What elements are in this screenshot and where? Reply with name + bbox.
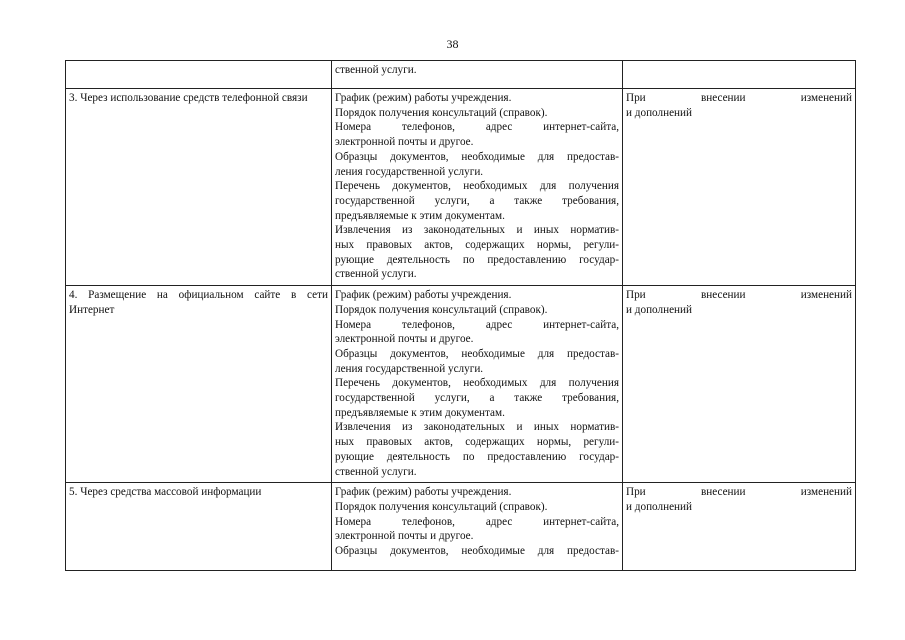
info-line: электронной почты и другое.	[335, 530, 474, 543]
table-row	[66, 89, 856, 286]
table-row-continued	[66, 61, 856, 89]
update-line: При внесении изменений	[626, 486, 852, 499]
update-line: и дополнений	[626, 106, 692, 119]
info-line: электронной почты и другое.	[335, 333, 474, 346]
info-cell	[332, 89, 623, 286]
info-line: рующие деятельность по предоставлению государ-	[335, 253, 619, 266]
info-line: Номера телефонов, адрес интернет-сайта,	[335, 318, 619, 331]
info-line: Образцы документов, необходимые для предостав-	[335, 347, 619, 360]
table-row	[66, 483, 856, 571]
method-cell	[66, 89, 332, 286]
method-cell	[66, 483, 332, 571]
info-line: График (режим) работы учреждения.	[335, 92, 512, 104]
update-line: и дополнений	[626, 303, 692, 316]
update-line: При внесении изменений	[626, 289, 852, 302]
method-text: 4. Размещение на официальном сайте в сети Интернет	[69, 289, 328, 316]
page-number: 38	[446, 37, 459, 51]
info-line: Перечень документов, необходимых для получения	[335, 377, 619, 390]
info-line: электронной почты и другое.	[335, 136, 474, 149]
info-line: предъявляемые к этим документам.	[335, 209, 505, 222]
info-line: предъявляемые к этим документам.	[335, 406, 505, 419]
info-line: государственной услуги, а также требования,	[335, 194, 619, 207]
update-cell	[623, 89, 856, 286]
info-line: Извлечения из законодательных и иных норматив-	[335, 224, 619, 237]
info-line: ственной услуги.	[335, 268, 417, 281]
info-line: рующие деятельность по предоставлению государ-	[335, 450, 619, 463]
method-text: 5. Через средства массовой информации	[69, 486, 262, 499]
info-line: Образцы документов, необходимые для предостав-	[335, 545, 619, 558]
update-line: При внесении изменений	[626, 92, 852, 104]
method-cell	[66, 61, 332, 89]
update-cell	[623, 286, 856, 483]
info-line: ственной услуги.	[335, 64, 417, 76]
info-line: Порядок получения консультаций (справок).	[335, 303, 548, 316]
method-cell	[66, 286, 332, 483]
info-line: График (режим) работы учреждения.	[335, 486, 512, 499]
info-line: ления государственной услуги.	[335, 165, 484, 178]
info-line: ных правовых актов, содержащих нормы, регули-	[335, 239, 619, 252]
info-line: ления государственной услуги.	[335, 362, 484, 375]
info-line: ных правовых актов, содержащих нормы, регули-	[335, 436, 619, 449]
info-line: Номера телефонов, адрес интернет-сайта,	[335, 515, 619, 528]
info-line: График (режим) работы учреждения.	[335, 289, 512, 302]
update-cell	[623, 61, 856, 89]
info-cell	[332, 61, 623, 89]
info-line: Порядок получения консультаций (справок).	[335, 500, 548, 513]
table-row	[66, 286, 856, 483]
info-line: государственной услуги, а также требования,	[335, 392, 619, 405]
info-line: Перечень документов, необходимых для получения	[335, 180, 619, 193]
info-line: Порядок получения консультаций (справок).	[335, 106, 548, 119]
update-cell	[623, 483, 856, 571]
info-line: Извлечения из законодательных и иных норматив-	[335, 421, 619, 434]
info-line: Номера телефонов, адрес интернет-сайта,	[335, 121, 619, 134]
info-cell	[332, 483, 623, 571]
info-line: Образцы документов, необходимые для предостав-	[335, 150, 619, 163]
info-cell	[332, 286, 623, 483]
update-line: и дополнений	[626, 500, 692, 513]
info-table	[65, 60, 856, 571]
info-line: ственной услуги.	[335, 465, 417, 478]
method-text: 3. Через использование средств телефонной связи	[69, 92, 308, 104]
